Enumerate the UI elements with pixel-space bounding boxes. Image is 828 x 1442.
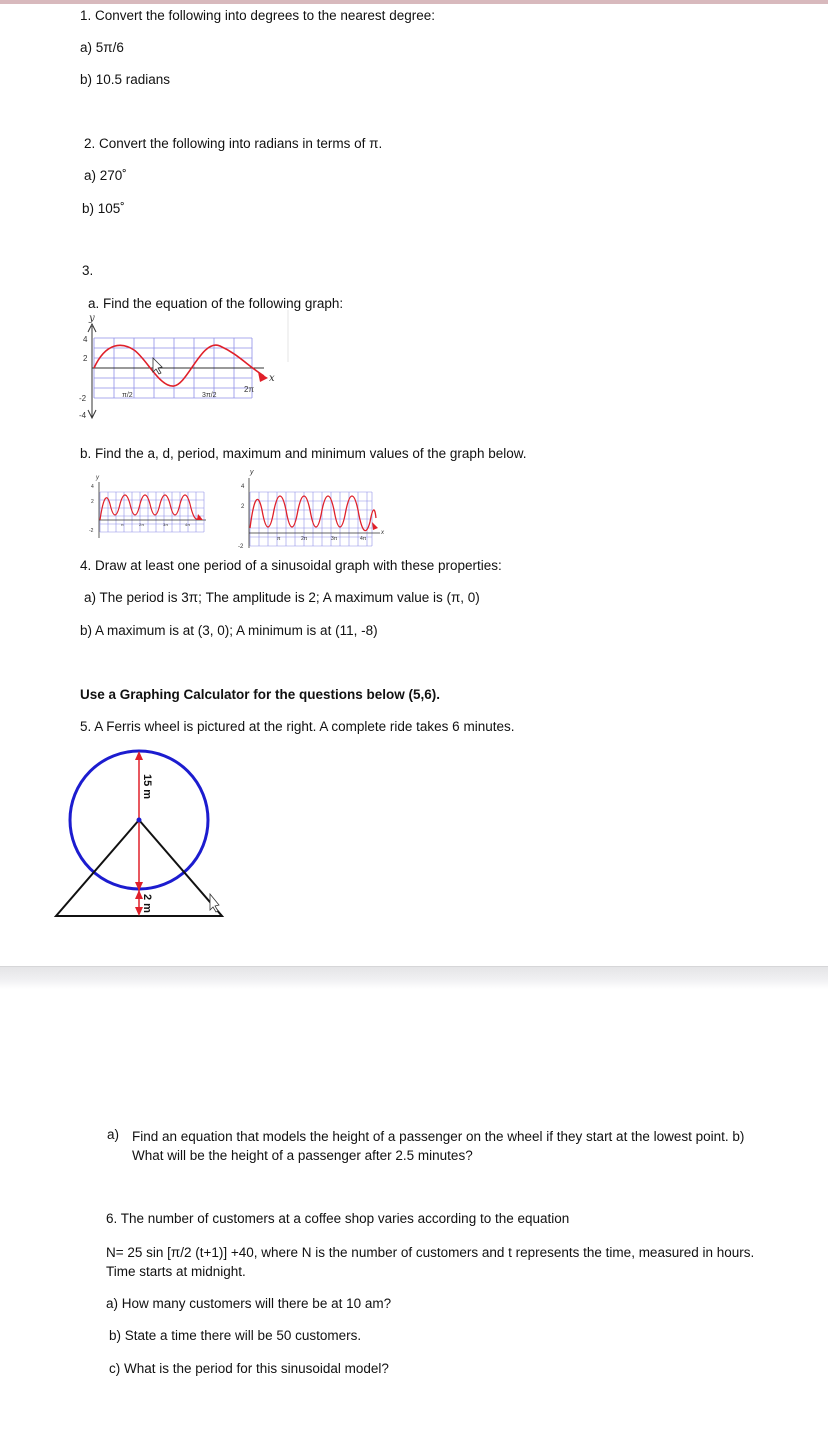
- page-separator: [0, 966, 828, 989]
- graph-a-curve: [94, 345, 264, 386]
- graph-b2-y-label: y: [250, 469, 254, 476]
- q3-part-b-title: b. Find the a, d, period, maximum and minimum values of the graph below.: [80, 446, 527, 461]
- graph-b1-xtick-3pi: 3π: [163, 522, 168, 527]
- q2-title: 2. Convert the following into radians in terms of π.: [84, 136, 383, 151]
- graph-b1: [88, 470, 214, 540]
- graph-b1-ytick-neg2: -2: [89, 528, 94, 534]
- graph-a-ytick-4: 4: [83, 335, 88, 344]
- graph-b1-xtick-pi: π: [121, 522, 124, 527]
- q6-part-c: c) What is the period for this sinusoidal model?: [109, 1361, 389, 1376]
- graph-a-xtick-2pi: 2π: [244, 385, 254, 394]
- q2-part-b: b) 105˚: [82, 201, 125, 216]
- q4-title: 4. Draw at least one period of a sinusoidal graph with these properties:: [80, 558, 502, 573]
- ferris-wheel-diagram: [50, 744, 230, 924]
- q5-part-a-text: Find an equation that models the height of a passenger on the wheel if they start at the lowest point. b) What will be the height of a passenger after 2.5 minutes?: [132, 1129, 745, 1163]
- q1-part-a: a) 5π/6: [80, 40, 124, 55]
- graph-b2-xtick-2pi: 2π: [301, 536, 308, 542]
- q6-equation: N= 25 sin [π/2 (t+1)] +40, where N is the number of customers and t represents the time, measured in hours. Time starts at midnight.: [106, 1245, 755, 1279]
- graph-b2-xtick-4pi: 4π: [360, 536, 367, 542]
- q4-part-b: b) A maximum is at (3, 0); A minimum is at (11, -8): [80, 623, 378, 638]
- graph-b2-xtick-3pi: 3π: [331, 536, 338, 542]
- graph-a-ytick-neg4: -4: [79, 411, 87, 420]
- cursor-pointer-icon: [210, 894, 219, 912]
- graph-b1-ytick-2: 2: [91, 499, 94, 505]
- graph-b1-y-label: y: [96, 475, 99, 481]
- graph-a-ytick-2: 2: [83, 354, 88, 363]
- graph-b1-ytick-4: 4: [91, 484, 94, 490]
- graph-b2: [236, 466, 386, 550]
- graph-a-xtick-3pi-over-2: 3π/2: [202, 392, 217, 399]
- q5-part-a-label: a): [107, 1127, 120, 1142]
- graph-a-curve-arrow-icon: [258, 372, 268, 382]
- q3-number: 3.: [82, 263, 94, 278]
- graph-b2-xtick-pi: π: [277, 536, 281, 542]
- graph-a-xtick-pi-over-2: π/2: [122, 392, 133, 399]
- radius-label: 15 m: [141, 774, 153, 800]
- top-edge-bar: [0, 0, 828, 4]
- graph-a-x-label: x: [269, 373, 275, 384]
- q3-part-a-title: a. Find the equation of the following graph:: [88, 296, 344, 311]
- graph-b1-xtick-2pi: 2π: [139, 522, 144, 527]
- graph-b1-xtick-4pi: 4π: [185, 522, 190, 527]
- graph-a-y-label: y: [89, 313, 95, 324]
- graph-b2-ytick-2: 2: [241, 504, 245, 510]
- graph-b2-x-label: x: [381, 530, 384, 536]
- q5-title: 5. A Ferris wheel is pictured at the right. A complete ride takes 6 minutes.: [80, 719, 515, 734]
- graph-b2-ytick-4: 4: [241, 484, 245, 490]
- graph-a: [78, 310, 288, 430]
- q2-part-a: a) 270˚: [84, 168, 127, 183]
- wheel-hub: [137, 818, 142, 823]
- q1-part-b: b) 10.5 radians: [80, 72, 171, 87]
- graph-a-ytick-neg2: -2: [79, 394, 87, 403]
- graph-b2-ytick-neg2: -2: [238, 544, 244, 550]
- calculator-note: Use a Graphing Calculator for the questions below (5,6).: [80, 687, 441, 702]
- q1-title: 1. Convert the following into degrees to the nearest degree:: [80, 8, 435, 23]
- offset-label: 2 m: [141, 894, 153, 913]
- q6-title: 6. The number of customers at a coffee shop varies according to the equation: [106, 1211, 570, 1226]
- q6-part-b: b) State a time there will be 50 customers.: [109, 1328, 362, 1343]
- q4-part-a: a) The period is 3π; The amplitude is 2; A maximum value is (π, 0): [84, 590, 480, 605]
- q6-part-a: a) How many customers will there be at 10 am?: [106, 1296, 392, 1311]
